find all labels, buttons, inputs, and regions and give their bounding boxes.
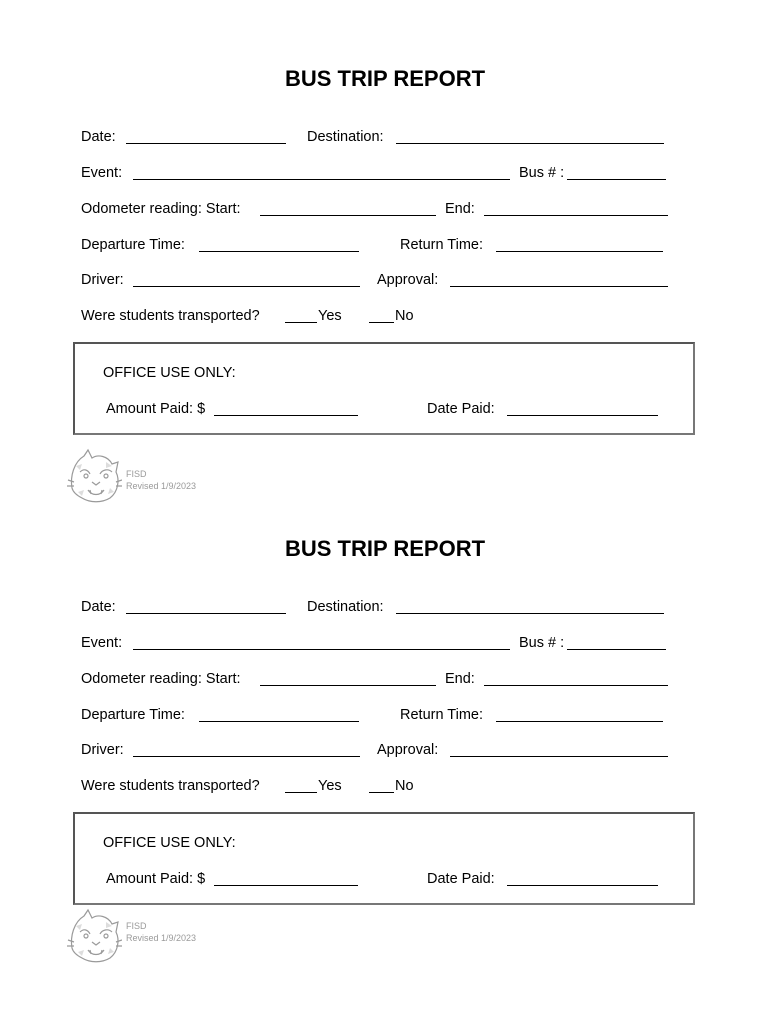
return-time-field[interactable] [496, 251, 663, 252]
amount-paid-label: Amount Paid: $ [106, 871, 206, 887]
date-paid-label: Date Paid: [427, 871, 495, 887]
bus-number-field[interactable] [567, 179, 666, 180]
odometer-start-label: Odometer reading: Start: [81, 201, 241, 217]
return-time-label: Return Time: [400, 237, 483, 253]
date-paid-field[interactable] [507, 415, 658, 416]
amount-paid-label: Amount Paid: $ [106, 401, 206, 417]
odometer-end-label: End: [445, 201, 475, 217]
destination-label: Destination: [307, 599, 384, 615]
date-field[interactable] [126, 613, 286, 614]
departure-time-field[interactable] [199, 721, 359, 722]
destination-field[interactable] [396, 143, 664, 144]
odometer-end-label: End: [445, 671, 475, 687]
event-field[interactable] [133, 179, 510, 180]
departure-time-field[interactable] [199, 251, 359, 252]
return-time-field[interactable] [496, 721, 663, 722]
odometer-start-field[interactable] [260, 685, 436, 686]
no-blank[interactable] [369, 322, 394, 323]
destination-field[interactable] [396, 613, 664, 614]
date-label: Date: [81, 129, 116, 145]
destination-label: Destination: [307, 129, 384, 145]
bus-trip-report-form-2 [0, 470, 770, 943]
amount-paid-field[interactable] [214, 885, 358, 886]
yes-label: Yes [318, 778, 342, 794]
yes-blank[interactable] [285, 322, 317, 323]
date-label: Date: [81, 599, 116, 615]
office-use-box [73, 812, 695, 905]
return-time-label: Return Time: [400, 707, 483, 723]
footer [66, 908, 226, 964]
no-label: No [395, 778, 414, 794]
driver-label: Driver: [81, 272, 124, 288]
bobcat-logo-icon [66, 908, 122, 964]
bus-number-label: Bus # : [519, 165, 565, 181]
no-label: No [395, 308, 414, 324]
odometer-end-field[interactable] [484, 685, 668, 686]
no-blank[interactable] [369, 792, 394, 793]
driver-field[interactable] [133, 756, 360, 757]
bus-trip-report-form-1 [0, 0, 770, 491]
departure-time-label: Departure Time: [81, 707, 185, 723]
odometer-start-label: Odometer reading: Start: [81, 671, 241, 687]
bus-number-label: Bus # : [519, 635, 565, 651]
event-label: Event: [81, 635, 123, 651]
footer-revised: Revised 1/9/2023 [126, 481, 197, 491]
amount-paid-field[interactable] [214, 415, 358, 416]
approval-field[interactable] [450, 286, 668, 287]
approval-label: Approval: [377, 272, 439, 288]
approval-label: Approval: [377, 742, 439, 758]
date-paid-label: Date Paid: [427, 401, 495, 417]
odometer-start-field[interactable] [260, 215, 436, 216]
footer-org: FISD [126, 921, 147, 931]
bus-number-field[interactable] [567, 649, 666, 650]
driver-field[interactable] [133, 286, 360, 287]
event-label: Event: [81, 165, 123, 181]
odometer-end-field[interactable] [484, 215, 668, 216]
form-title: BUS TRIP REPORT [284, 66, 486, 91]
office-use-heading: OFFICE USE ONLY: [103, 835, 236, 851]
yes-label: Yes [318, 308, 342, 324]
transported-label: Were students transported? [81, 308, 260, 324]
driver-label: Driver: [81, 742, 124, 758]
date-field[interactable] [126, 143, 286, 144]
approval-field[interactable] [450, 756, 668, 757]
form-title: BUS TRIP REPORT [284, 536, 486, 561]
office-use-box [73, 342, 695, 435]
event-field[interactable] [133, 649, 510, 650]
footer-revised: Revised 1/9/2023 [126, 933, 197, 943]
yes-blank[interactable] [285, 792, 317, 793]
departure-time-label: Departure Time: [81, 237, 185, 253]
office-use-heading: OFFICE USE ONLY: [103, 365, 236, 381]
transported-label: Were students transported? [81, 778, 260, 794]
footer-org: FISD [126, 469, 147, 479]
date-paid-field[interactable] [507, 885, 658, 886]
